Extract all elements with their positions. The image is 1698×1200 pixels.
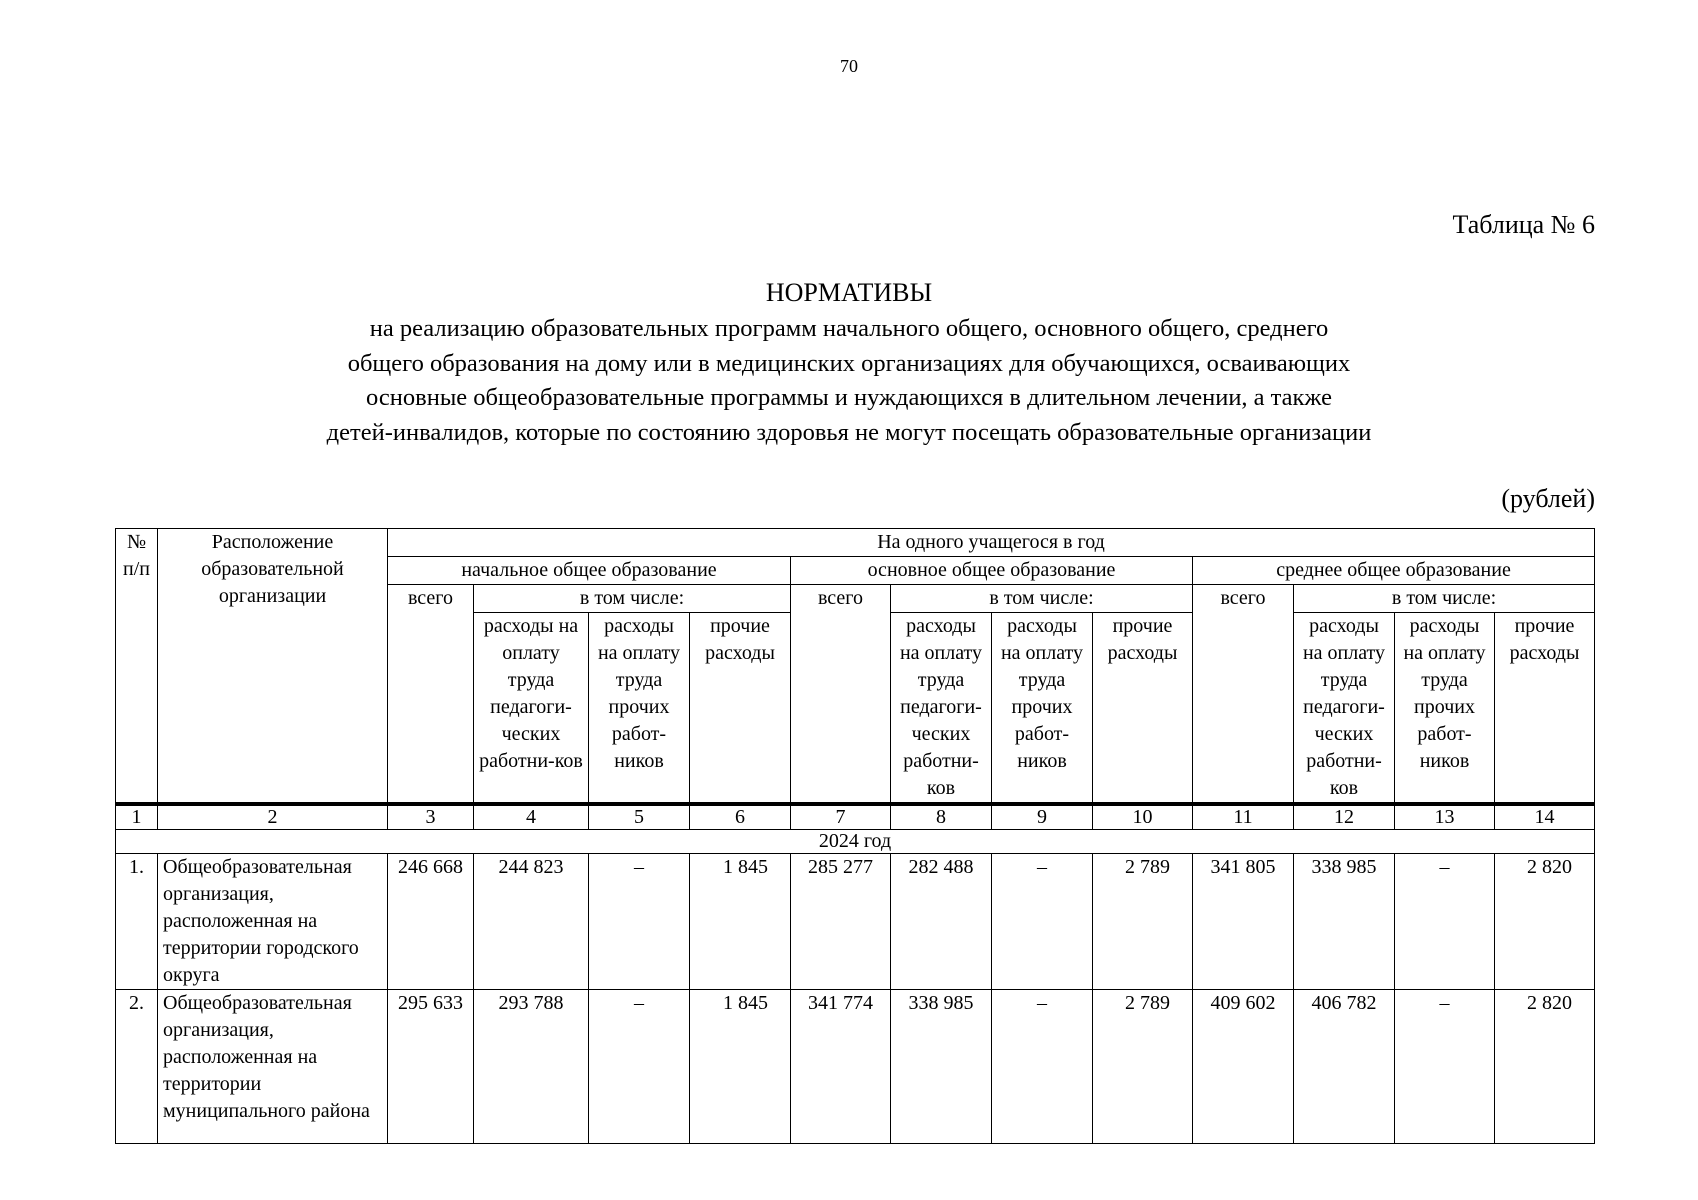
cell-basic-other-expenses: 2 789 [1093,990,1193,1144]
column-number: 8 [891,804,992,830]
subtitle-line: общего образования на дому или в медицинских организациях для обучающихся, осваивающих [347,349,1351,377]
cell-secondary-total: 409 602 [1193,990,1294,1144]
subtitle-line: детей-инвалидов, которые по состоянию здоровья не могут посещать образовательные организации [326,418,1372,446]
cell-primary-ped-salary: 293 788 [474,990,589,1144]
column-number: 12 [1294,804,1395,830]
units-label: (рублей) [1501,484,1595,513]
header-ped-salary: расходы на оплату труда педагоги-ческих работни-ков [891,613,992,805]
cell-secondary-ped-salary: 338 985 [1294,854,1395,990]
header-including: в том числе: [891,585,1193,613]
header-other-salary: расходы на оплату труда прочих работ-ников [589,613,690,805]
cell-primary-total: 295 633 [388,990,474,1144]
cell-primary-total: 246 668 [388,854,474,990]
column-number: 11 [1193,804,1294,830]
header-ped-salary: расходы на оплату труда педагоги-ческих работни-ков [1294,613,1395,805]
header-including: в том числе: [1294,585,1595,613]
cell-secondary-other-expenses: 2 820 [1495,854,1595,990]
header-row-1 [116,529,1595,557]
row-number: 1. [116,854,158,990]
cell-primary-other-expenses: 1 845 [690,990,791,1144]
cell-secondary-total: 341 805 [1193,854,1294,990]
subtitle-line: основные общеобразовательные программы и нуждающихся в длительном лечении, а также [366,384,1332,411]
column-number: 2 [158,804,388,830]
row-location: Общеобразовательная организация, расположенная на территории муниципального района [158,990,388,1144]
column-numbers-row [116,804,1595,830]
page-number: 70 [840,56,858,76]
cell-basic-other-salary: – [992,990,1093,1144]
cell-primary-ped-salary: 244 823 [474,854,589,990]
column-number: 9 [992,804,1093,830]
cell-basic-other-expenses: 2 789 [1093,854,1193,990]
header-other-salary: расходы на оплату труда прочих работ-ников [1395,613,1495,805]
column-number: 14 [1495,804,1595,830]
header-location: Расположение образовательной организации [158,529,388,805]
header-secondary: среднее общее образование [1193,557,1595,585]
cell-basic-total: 285 277 [791,854,891,990]
column-number: 4 [474,804,589,830]
column-number: 1 [116,804,158,830]
header-no: № п/п [116,529,158,805]
cell-secondary-other-salary: – [1395,990,1495,1144]
cell-secondary-other-salary: – [1395,854,1495,990]
header-other-expenses: прочие расходы [1093,613,1193,805]
year-row [116,830,1595,854]
cell-basic-total: 341 774 [791,990,891,1144]
table-number: Таблица № 6 [1452,210,1595,239]
header-other-expenses: прочие расходы [1495,613,1595,805]
cell-basic-ped-salary: 338 985 [891,990,992,1144]
cell-primary-other-expenses: 1 845 [690,854,791,990]
column-number: 13 [1395,804,1495,830]
header-total: всего [1193,585,1294,805]
header-primary: начальное общее образование [388,557,791,585]
row-location: Общеобразовательная организация, расположенная на территории городского округа [158,854,388,990]
column-number: 6 [690,804,791,830]
cell-basic-other-salary: – [992,854,1093,990]
header-basic: основное общее образование [791,557,1193,585]
header-total: всего [388,585,474,805]
header-per-student: На одного учащегося в год [388,529,1595,557]
cell-primary-other-salary: – [589,854,690,990]
norms-table [115,528,1595,1144]
header-total: всего [791,585,891,805]
column-number: 5 [589,804,690,830]
table-row [116,990,1595,1144]
cell-basic-ped-salary: 282 488 [891,854,992,990]
cell-secondary-ped-salary: 406 782 [1294,990,1395,1144]
header-other-salary: расходы на оплату труда прочих работ-ников [992,613,1093,805]
header-other-expenses: прочие расходы [690,613,791,805]
header-ped-salary: расходы на оплату труда педагоги-ческих работни-ков [474,613,589,805]
header-including: в том числе: [474,585,791,613]
column-number: 10 [1093,804,1193,830]
table-row [116,854,1595,990]
cell-secondary-other-expenses: 2 820 [1495,990,1595,1144]
document-title: НОРМАТИВЫ [765,278,933,307]
year-label: 2024 год [116,830,1595,854]
subtitle-line: на реализацию образовательных программ начального общего, основного общего, среднего [369,315,1329,342]
document-subtitle [150,312,1548,450]
column-number: 3 [388,804,474,830]
column-number: 7 [791,804,891,830]
cell-primary-other-salary: – [589,990,690,1144]
row-number: 2. [116,990,158,1144]
